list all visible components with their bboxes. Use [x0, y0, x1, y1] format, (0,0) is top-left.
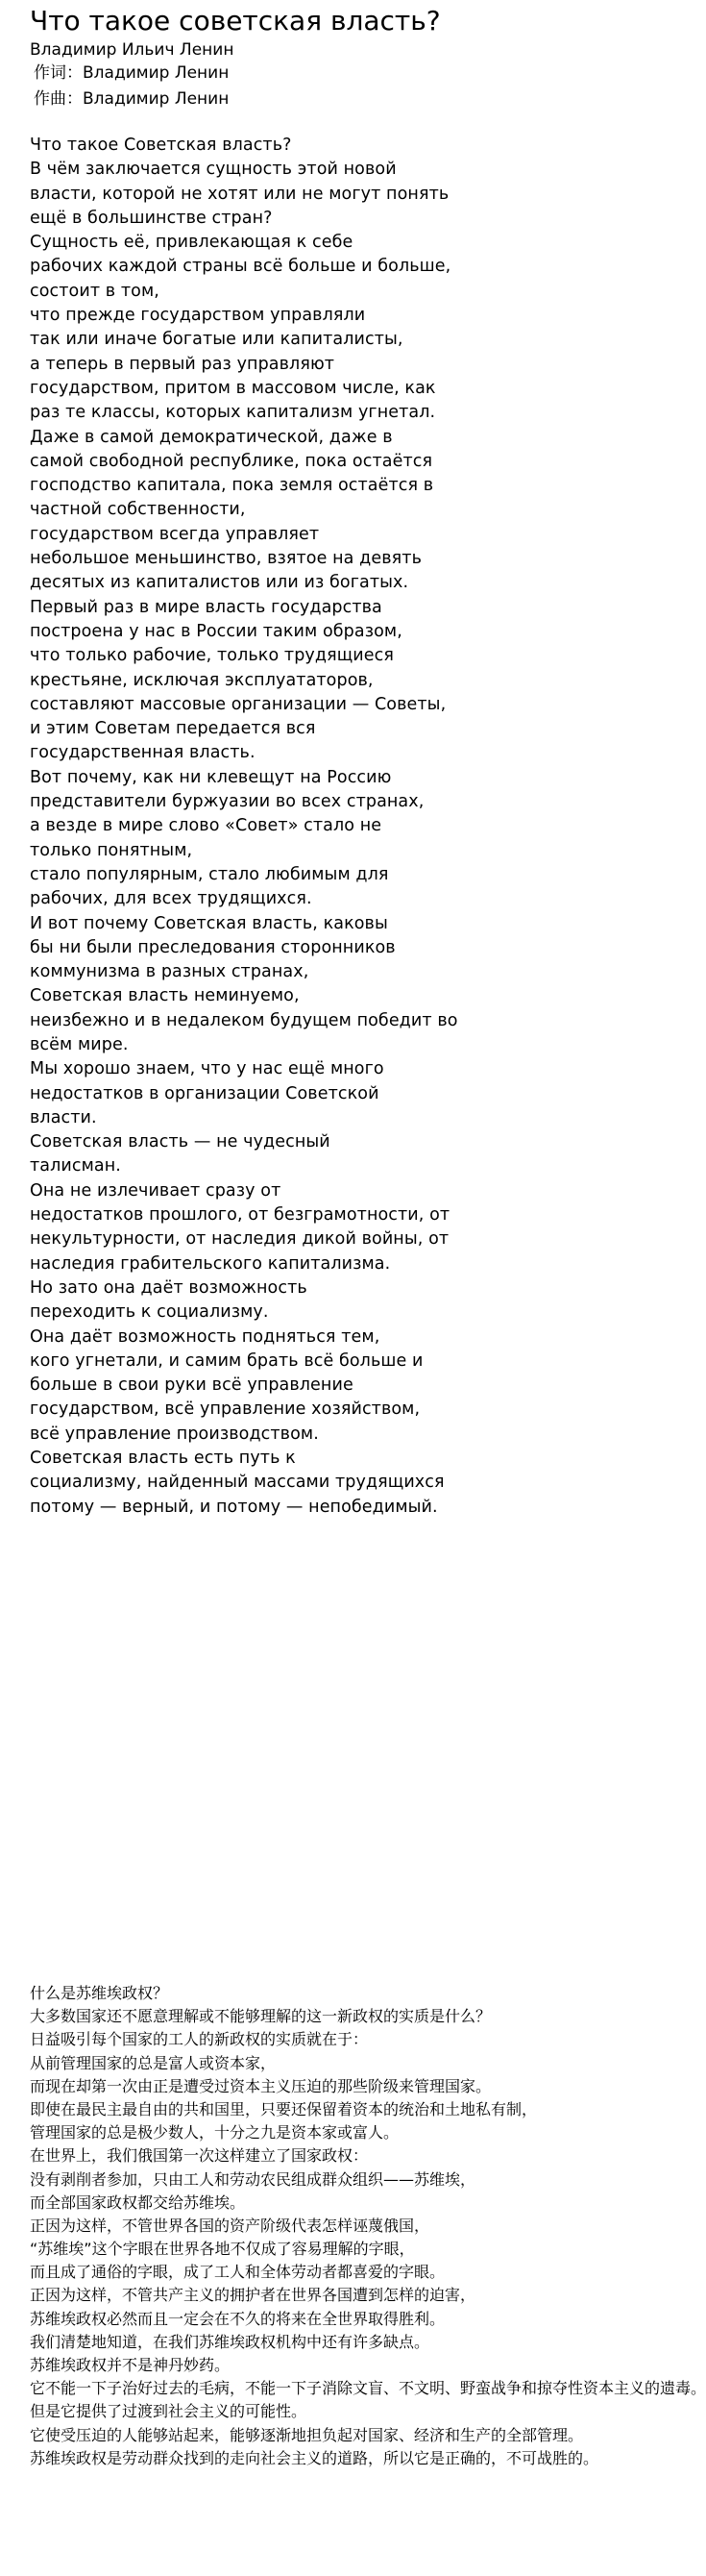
lyric-line-ru: государственная власть.	[30, 743, 256, 763]
lyric-line-ru: коммунизма в разных странах,	[30, 962, 309, 982]
lyric-line-ru: Она не излечивает сразу от	[30, 1180, 281, 1201]
lyric-line-ru: самой свободной республике, пока остаётся	[30, 451, 433, 471]
lyric-line-ru: неизбежно и в недалеком будущем победит во	[30, 1010, 458, 1030]
lyric-line-ru: бы ни были преследования сторонников	[30, 937, 396, 957]
lyric-line-ru: Вот почему, как ни клевещут на Россию	[30, 767, 392, 787]
lyric-line-ru: потому — верный, и потому — непобедимый.	[30, 1497, 438, 1517]
lyric-line-ru: крестьяне, исключая эксплуататоров,	[30, 670, 374, 690]
lyric-line-zh: 它不能一下子治好过去的毛病，不能一下子消除文盲、不文明、野蛮战争和掠夺性资本主义的遗毒。	[30, 2379, 706, 2398]
lyric-line-zh: 在世界上，我们俄国第一次这样建立了国家政权：	[30, 2146, 369, 2166]
lyric-line-ru: а теперь в первый раз управляют	[30, 354, 335, 374]
lyric-line-zh: 没有剥削者参加，只由工人和劳动农民组成群众组织——苏维埃，	[30, 2169, 476, 2189]
lyric-line-ru: Сущность её, привлекающая к себе	[30, 233, 353, 253]
lyric-line-ru: только понятным,	[30, 840, 193, 860]
lyric-line-ru: больше в свои руки всё управление	[30, 1375, 353, 1396]
lyric-line-ru: некультурности, от наследия дикой войны, от	[30, 1229, 450, 1250]
lyric-line-zh: 而现在却第一次由正是遭受过资本主义压迫的那些阶级来管理国家。	[30, 2076, 492, 2095]
russian-lyrics	[30, 134, 480, 1520]
lyric-line-zh: 但是它提供了过渡到社会主义的可能性。	[30, 2402, 307, 2421]
lyric-line-ru: недостатков в организации Советской	[30, 1083, 379, 1103]
lyric-line-ru: что прежде государством управляли	[30, 306, 366, 326]
lyric-line-zh: 而且成了通俗的字眼，成了工人和全体劳动者都喜爱的字眼。	[30, 2263, 446, 2282]
lyric-line-ru: Даже в самой демократической, даже в	[30, 427, 393, 447]
lyric-line-ru: всём мире.	[30, 1034, 129, 1054]
lyric-line-ru: построена у нас в России таким образом,	[30, 621, 402, 641]
lyric-line-ru: Но зато она даёт возможность	[30, 1277, 307, 1298]
lyric-line-ru: власти.	[30, 1107, 97, 1127]
lyric-line-ru: наследия грабительского капитализма.	[30, 1253, 391, 1274]
lyric-line-ru: всё управление производством.	[30, 1424, 319, 1444]
lyric-line-ru: стало популярным, стало любимым для	[30, 864, 389, 884]
lyric-line-ru: Первый раз в мире власть государства	[30, 597, 382, 617]
lyric-line-zh: 苏维埃政权并不是神丹妙药。	[30, 2356, 231, 2374]
music-credit: 作曲：Владимир Ленин	[34, 89, 230, 109]
song-title: Что такое советская власть?	[30, 5, 441, 37]
lyric-line-ru: Она даёт возможность подняться тем,	[30, 1326, 380, 1347]
lyric-line-ru: а везде в мире слово «Совет» стало не	[30, 816, 382, 836]
lyric-line-ru: так или иначе богатые или капиталисты,	[30, 330, 403, 350]
lyric-line-ru: В чём заключается сущность этой новой	[30, 160, 397, 180]
lyric-line-ru: власти, которой не хотят или не могут понять	[30, 184, 450, 204]
lyric-line-zh: 苏维埃政权必然而且一定会在不久的将来在全世界取得胜利。	[30, 2309, 446, 2328]
lyric-line-zh: 大多数国家还不愿意理解或不能够理解的这一新政权的实质是什么？	[30, 2007, 492, 2026]
lyric-line-zh: 苏维埃政权是劳动群众找到的走向社会主义的道路，所以它是正确的，不可战胜的。	[30, 2448, 599, 2467]
lyric-line-ru: кого угнетали, и самим брать всё больше и	[30, 1350, 424, 1371]
lyric-line-ru: переходить к социализму.	[30, 1302, 269, 1323]
lyric-line-ru: что только рабочие, только трудящиеся	[30, 646, 394, 666]
lyric-line-zh: 我们清楚地知道，在我们苏维埃政权机构中还有许多缺点。	[30, 2332, 430, 2351]
lyric-line-ru: Советская власть неминуемо,	[30, 986, 300, 1006]
lyric-line-ru: представители буржуазии во всех странах,	[30, 792, 425, 812]
lyric-line-ru: рабочих, для всех трудящихся.	[30, 889, 312, 909]
lyric-line-ru: и этим Советам передается вся	[30, 719, 316, 739]
lyric-line-zh: 它使受压迫的人能够站起来，能够逐渐地担负起对国家、经济和生产的全部管理。	[30, 2425, 584, 2444]
lyric-line-ru: составляют массовые организации — Советы,	[30, 694, 447, 714]
lyric-line-zh: 管理国家的总是极少数人，十分之九是资本家或富人。	[30, 2123, 400, 2143]
lyric-line-zh: 即使在最民主最自由的共和国里，只要还保留着资本的统治和土地私有制，	[30, 2099, 538, 2118]
lyric-line-zh: “苏维埃”这个字眼在世界各地不仅成了容易理解的字眼，	[30, 2240, 415, 2259]
lyric-line-ru: господство капитала, пока земля остаётся в	[30, 476, 434, 496]
lyric-line-ru: состоит в том,	[30, 281, 159, 301]
lyric-line-ru: Советская власть — не чудесный	[30, 1132, 330, 1152]
lyric-line-ru: государством всегда управляет	[30, 524, 320, 544]
lyric-line-ru: Мы хорошо знаем, что у нас ещё много	[30, 1059, 384, 1079]
lyric-line-ru: ещё в большинстве стран?	[30, 208, 273, 228]
lyric-line-ru: раз те классы, которых капитализм угнетал.	[30, 403, 436, 423]
lyric-line-ru: социализму, найденный массами трудящихся	[30, 1473, 445, 1493]
author-name: Владимир Ильич Ленин	[30, 40, 234, 60]
lyrics-credit: 作词：Владимир Ленин	[34, 63, 230, 83]
lyric-line-zh: 正因为这样，不管世界各国的资产阶级代表怎样诬蔑俄国，	[30, 2216, 430, 2235]
chinese-lyrics	[30, 1982, 706, 2470]
credits	[34, 62, 480, 113]
lyric-line-ru: Советская власть есть путь к	[30, 1449, 296, 1469]
lyric-line-zh: 日益吸引每个国家的工人的新政权的实质就在于：	[30, 2030, 369, 2049]
lyric-line-ru: недостатков прошлого, от безграмотности, от	[30, 1205, 450, 1226]
lyric-line-zh: 从前管理国家的总是富人或资本家，	[30, 2053, 277, 2072]
lyric-line-ru: частной собственности,	[30, 500, 246, 520]
lyric-line-ru: десятых из капиталистов или из богатых.	[30, 573, 409, 593]
lyric-line-ru: рабочих каждой страны всё больше и больше,	[30, 257, 451, 277]
lyric-line-ru: И вот почему Советская власть, каковы	[30, 913, 388, 933]
lyric-line-ru: государством, притом в массовом числе, как	[30, 378, 436, 398]
lyric-line-ru: талисман.	[30, 1156, 121, 1177]
lyric-line-zh: 正因为这样，不管共产主义的拥护者在世界各国遭到怎样的迫害，	[30, 2286, 476, 2305]
lyric-line-ru: государством, всё управление хозяйством,	[30, 1399, 421, 1420]
lyric-line-zh: 什么是苏维埃政权？	[30, 1984, 169, 2002]
lyric-line-zh: 而全部国家政权都交给苏维埃。	[30, 2192, 246, 2212]
lyric-line-ru: небольшое меньшинство, взятое на девять	[30, 549, 422, 569]
lyric-line-ru: Что такое Советская власть?	[30, 136, 292, 155]
